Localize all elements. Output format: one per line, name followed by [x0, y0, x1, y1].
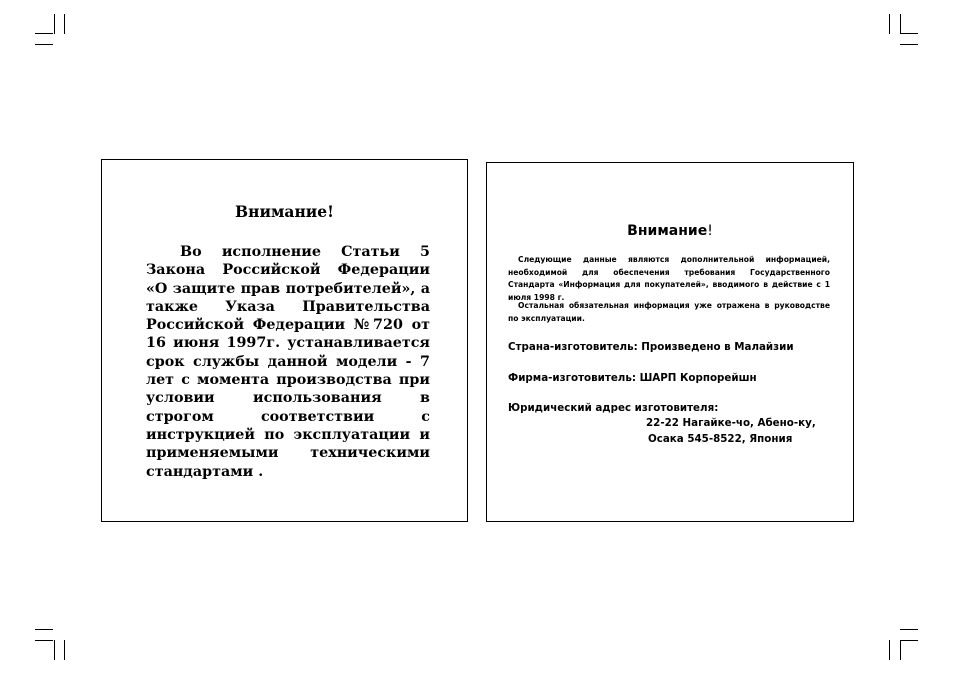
right-panel-paragraph-1	[508, 254, 830, 304]
legal-address-line-1: 22-22 Нагайке-чо, Абено-ку,	[646, 417, 816, 429]
right-panel-title	[487, 223, 853, 239]
left-notice-panel	[101, 159, 468, 522]
crop-mark	[900, 44, 918, 45]
manufacturer-firm: Фирма-изготовитель: ШАРП Корпорейшн	[508, 372, 757, 384]
right-panel-paragraph-2	[508, 300, 830, 325]
crop-mark	[54, 640, 55, 660]
paragraph-1-text: Следующие данные являются дополнительной информацией, необходимой для обеспечения требования Государственного Стандарта «Информация для покупателей», вводимого в действие с 1 июля 1998 г.	[508, 255, 830, 302]
crop-mark	[889, 640, 890, 660]
right-panel-title-text: Внимание	[627, 223, 708, 239]
country-of-manufacture: Страна-изготовитель: Произведено в Малайзии	[508, 341, 794, 353]
legal-address-line-2: Осака 545-8522, Япония	[648, 433, 793, 445]
crop-mark	[900, 640, 901, 660]
right-notice-panel	[486, 162, 854, 522]
crop-mark	[900, 640, 918, 641]
right-panel-title-exclamation: !	[707, 223, 713, 239]
crop-mark	[900, 14, 901, 34]
left-panel-title: Внимание!	[235, 202, 334, 221]
crop-mark	[35, 44, 53, 45]
crop-mark	[35, 33, 53, 34]
crop-mark	[900, 629, 918, 630]
crop-mark	[889, 14, 890, 34]
crop-mark	[900, 33, 918, 34]
left-panel-body: Во исполнение Статьи 5 Закона Российской Федерации «О защите прав потребителей», а также Указа Правительства Российской Федерации №720 от 16 июня 1997г. устанавливается срок службы данной модели - 7 лет с момента производства при условии использования в строгом соответствии с инструкцией по эксплуатации и применяемыми техническими стандартами .	[146, 244, 430, 480]
paragraph-2-text: Остальная обязательная информация уже отражена в руководстве по эксплуатации.	[508, 301, 830, 323]
crop-mark	[54, 14, 55, 34]
crop-mark	[35, 640, 53, 641]
crop-mark	[64, 14, 65, 34]
crop-mark	[64, 640, 65, 660]
crop-mark	[35, 629, 53, 630]
legal-address-label: Юридический адрес изготовителя:	[508, 402, 719, 414]
